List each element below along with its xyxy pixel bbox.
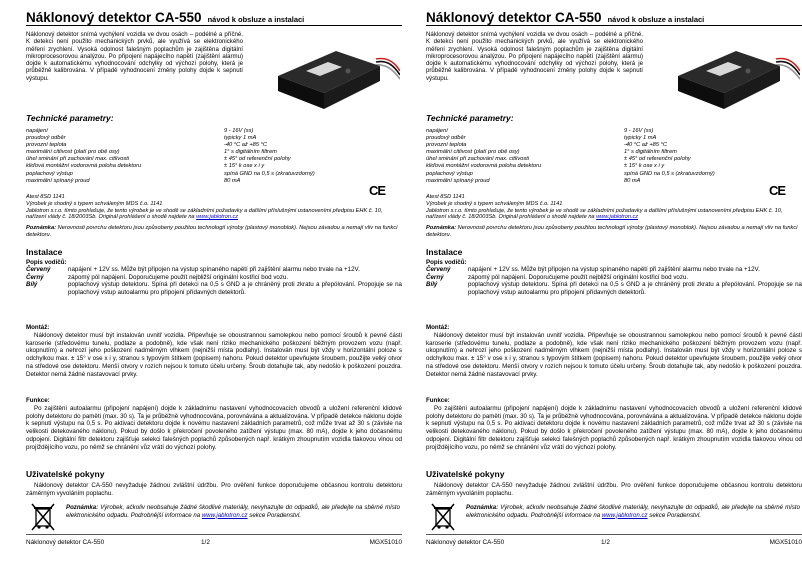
params-table [426,128,802,185]
wires-heading: Popis vodičů: [426,259,467,266]
intro-text: Náklonový detektor snímá vychýlení vozidla ve dvou osách – podélné a příčné. K detekci není použito mechanických prvků, ale využívá se elektronického měření zrychlení. Vysoká odolnost falešným poplachům je zajištěna digitální mikroprocesorovou analýzou. Po připojení napájecího napětí (zajištění alarmu) dojde k automatickému vyhodnocování odchylky od výchozí polohy, která je průběžně kalibrována. V případě vyhodnocení změny polohy dojde k sepnutí výstupu. [26,31,243,82]
param-row: proudový odběr typicky 1 mA [426,135,657,142]
detector-photo [258,31,400,131]
install-heading: Instalace [26,247,63,257]
param-row: proudový odběr typicky 1 mA [26,135,257,142]
param-row: úhel sminání při zachování max. citlivosti ± 45° od referenční polohy [426,156,691,163]
wire-item: Černý zápomý pól napájení. Doporučujeme použít nejbližší originální kostřicí bod vozu. [26,273,289,281]
recycle-note: Poznámka: Výrobek, ačkoliv neobsahuje žádné škodlivé materiály, nevyhazujte do odpadků, ale předejte na sběrné místo elektronického odpadu. Podrobnější informace na www.jablotron.cz sekce Poradenství. [426,500,802,534]
approval-link[interactable]: www.jablotron.cz [196,214,239,221]
page-title: Náklonový detektor CA-550 návod k obsluze a instalaci [426,10,802,26]
wire-item: Bílý poplachový výstup detektoru. Spíná při detekci na 0,5 s GND a je chráněný proti zkratu a přepólování. Propojuje se na poplachový vstup autoalarmu pro připojení přídavných detektorů. [426,281,802,296]
param-row: maximální spínaný proud 80 mA [426,177,641,184]
recycle-bin-icon [430,502,456,532]
recycle-link[interactable]: www.jablotron.cz [201,511,248,519]
function-text: Po zajištění autoalarmu (připojení napájení) dojde k základnímu nastavení vyhodnocovacích obvodů a uložení referenční klidové polohy detektoru do paměti (max. 30 s). Ta je průběžně vyhodnocována, porovnávána a aktualizována. V případě detekce náklonu dojde k sepnutí výstupu na 0,5 s. Po aktivaci detektoru dojde k novému nastavení základních parametrů, což může trvat až 30 s (závisle na velikosti detekovaného náklonu). Pokud by došlo k překročení povoleného zatížení výstupu (max. 80 mA), dojde k jeho dočasnému odpojení. Digitální filtr detektoru zajišťuje selekci falešných poplachů způsobených např. krátkým zhoupnutím vozidla tlakovou vlnou od projíždějícího vozu, po němž se chránění vůz vrátí do výchozí polohy. [26,405,402,451]
user-heading: Uživatelské pokyny [26,469,105,479]
mount-text: Náklonový detektor musí být instalován uvnitř vozidla. Připevňuje se oboustrannou samolepkou nebo pomocí šroubů k pevné části karoserie (středovému tunelu, podlaze a podobně), kde však není riziko mechanického poškození běžným provozem vozu (např. ukopnutím) a nehrozí jeho poškození nadměrným vlhkem (nejnižší místa podlahy). Instalován musí být vždy v horizontální poloze s odchylkou max. ± 15° v ose x i y, stranou s typovým štítkem (popisem) nahoru. Pokud detektor upevňujete šroubem, použijte velký otvor na středové ose detektoru. Menší otvory v rozích nejsou k tomuto účelu určeny. Šroub dotahujte tak, aby nedošlo k poškození pouzdra. Detektor nemá žádné nastavovací prvky. [26,332,402,378]
user-heading: Uživatelské pokyny [426,469,505,479]
tech-params-heading: Technické parametry: [426,113,514,123]
approval-block: Atest 8SD 1141 Výrobek je shodný s typem schváleným MDS č.o. 1141 Jablotron s.r.o. tímto prohlašuje, že tento výrobek je ve shodě se základními požadavky a dalšími příslušnými ustanoveními předpisu EHK č. 10, nařízení vlády č. 18/2003Sb. Originál prohlášení o shodě najdete na www.jablotron.cz [426,194,783,221]
mount-heading: Montáž: [426,324,450,331]
page-footer: Náklonový detektor CA-550 1/2 MGX51010 [26,534,402,548]
function-text: Po zajištění autoalarmu (připojení napájení) dojde k základnímu nastavení vyhodnocovacích obvodů a uložení referenční klidové polohy detektoru do paměti (max. 30 s). Ta je průběžně vyhodnocována, porovnávána a aktualizována. V případě detekce náklonu dojde k sepnutí výstupu na 0,5 s. Po aktivaci detektoru dojde k novému nastavení základních parametrů, což může trvat až 30 s (závisle na velikosti detekovaného náklonu). Pokud by došlo k překročení povoleného zatížení výstupu (max. 80 mA), dojde k jeho dočasnému odpojení. Digitální filtr detektoru zajišťuje selekci falešných poplachů způsobených např. krátkým zhoupnutím vozidla tlakovou vlnou od projíždějícího vozu, po němž se chránění vůz vrátí do výchozí polohy. [426,405,802,451]
param-row: napájení 9 - 16V (ss) [26,128,254,134]
manual-page-right [426,0,802,567]
recycle-bin-icon [30,502,56,532]
manual-page-left [26,0,402,567]
param-row: kliďová montážní vodorovná poloha detektoru ± 15° k ose x i y [426,163,665,170]
recycle-note: Poznámka: Výrobek, ačkoliv neobsahuje žádné škodlivé materiály, nevyhazujte do odpadků, ale předejte na sběrné místo elektronického odpadu. Podrobnější informace na www.jablotron.cz sekce Poradenství. [26,500,402,534]
mount-text: Náklonový detektor musí být instalován uvnitř vozidla. Připevňuje se oboustrannou samolepkou nebo pomocí šroubů k pevné části karoserie (středovému tunelu, podlaze a podobně), kde však není riziko mechanického poškození běžným provozem vozu (např. ukopnutím) a nehrozí jeho poškození nadměrným vlhkem (nejnižší místa podlahy). Instalován musí být vždy v horizontální poloze s odchylkou max. ± 15° v ose x i y, stranou s typovým štítkem (popisem) nahoru. Pokud detektor upevňujete šroubem, použijte velký otvor na středové ose detektoru. Menší otvory v rozích nejsou k tomuto účelu určeny. Šroub dotahujte tak, aby nedošlo k poškození pouzdra. Detektor nemá žádné nastavovací prvky. [426,332,802,378]
wire-item: Červený napájení + 12V ss. Může být připojen na výstup spínaného napětí při zajištění alarmu nebo trvale na +12V. [26,266,360,273]
recycle-link[interactable]: www.jablotron.cz [601,511,648,519]
page-footer: Náklonový detektor CA-550 1/2 MGX51010 [426,534,802,548]
param-row: poplachový výstup spíná GND na 0,5 s (zkratuvzdorný) [26,170,315,177]
params-table [26,128,402,185]
detector-photo [658,31,800,131]
param-row: kliďová montážní vodorovná poloha detektoru ± 15° k ose x i y [26,163,265,170]
page-title: Náklonový detektor CA-550 návod k obsluze a instalaci [26,10,402,26]
user-text: Náklonový detektor CA-550 nevyžaduje žádnou zvláštní údržbu. Pro ověření funkce doporučujeme občasnou kontrolu detektoru záměrným vyvoláním poplachu. [26,482,402,497]
note-block: Poznámka: Nerovnosti povrchu detektoru jsou způsobeny použitou technologií výroby (plastový monoblok). Nejsou závadou a nemají vliv na funkci detektoru. [426,225,798,239]
param-row: maximální citlivost (platí pro obě osy) 1° s digitálním filtrem [426,149,677,156]
note-block: Poznámka: Nerovnosti povrchu detektoru jsou způsobeny použitou technologií výroby (plastový monoblok). Nejsou závadou a nemají vliv na funkci detektoru. [26,225,398,239]
param-row: provozní teplota -40 °C až +85 °C [426,142,667,149]
param-row: poplachový výstup spíná GND na 0,5 s (zkratuvzdorný) [426,170,715,177]
wire-item: Bílý poplachový výstup detektoru. Spíná při detekci na 0,5 s GND a je chráněný proti zkratu a přepólování. Propojuje se na poplachový vstup autoalarmu pro připojení přídavných detektorů. [26,281,402,296]
param-row: napájení 9 - 16V (ss) [426,128,654,134]
ce-mark: CE [769,183,786,198]
function-heading: Funkce: [26,397,50,404]
param-row: úhel sminání při zachování max. citlivosti ± 45° od referenční polohy [26,156,291,163]
wires-list [26,266,402,296]
ce-mark: CE [369,183,386,198]
wire-item: Černý zápomý pól napájení. Doporučujeme použít nejbližší originální kostřicí bod vozu. [426,273,689,281]
user-text: Náklonový detektor CA-550 nevyžaduje žádnou zvláštní údržbu. Pro ověření funkce doporučujeme občasnou kontrolu detektoru záměrným vyvoláním poplachu. [426,482,802,497]
mount-heading: Montáž: [26,324,50,331]
function-heading: Funkce: [426,397,450,404]
approval-link[interactable]: www.jablotron.cz [596,214,639,221]
param-row: provozní teplota -40 °C až +85 °C [26,142,267,149]
param-row: maximální citlivost (platí pro obě osy) 1° s digitálním filtrem [26,149,277,156]
param-row: maximální spínaný proud 80 mA [26,177,241,184]
wire-item: Červený napájení + 12V ss. Může být připojen na výstup spínaného napětí při zajištění alarmu nebo trvale na +12V. [426,266,760,273]
wires-list [426,266,802,296]
approval-block: Atest 8SD 1141 Výrobek je shodný s typem schváleným MDS č.o. 1141 Jablotron s.r.o. tímto prohlašuje, že tento výrobek je ve shodě se základními požadavky a dalšími příslušnými ustanoveními předpisu EHK č. 10, nařízení vlády č. 18/2003Sb. Originál prohlášení o shodě najdete na www.jablotron.cz [26,194,383,221]
intro-text: Náklonový detektor snímá vychýlení vozidla ve dvou osách – podélné a příčné. K detekci není použito mechanických prvků, ale využívá se elektronického měření zrychlení. Vysoká odolnost falešným poplachům je zajištěna digitální mikroprocesorovou analýzou. Po připojení napájecího napětí (zajištění alarmu) dojde k automatickému vyhodnocování odchylky od výchozí polohy, která je průběžně kalibrována. V případě vyhodnocení změny polohy dojde k sepnutí výstupu. [426,31,643,82]
install-heading: Instalace [426,247,463,257]
wires-heading: Popis vodičů: [26,259,67,266]
tech-params-heading: Technické parametry: [26,113,114,123]
